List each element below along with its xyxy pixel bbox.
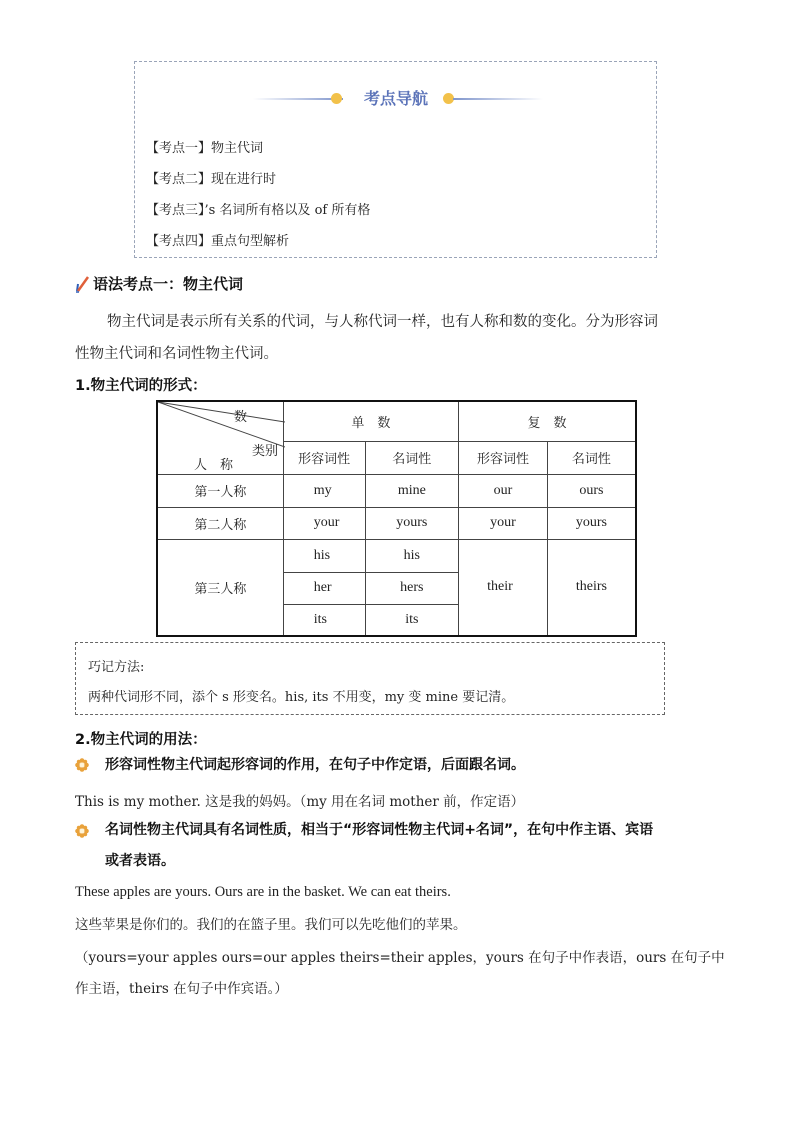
- bullet-2-text: [105, 815, 653, 877]
- table-corner-cell: [157, 401, 283, 474]
- nav-item-3[interactable]: 【考点三】’s 名词所有格以及 of 所有格: [146, 203, 371, 218]
- table-row-first-person: [157, 474, 636, 507]
- cell-ours: ours: [547, 474, 636, 507]
- row-label-third: 第三人称: [157, 539, 283, 636]
- possessive-pronoun-table: [156, 400, 637, 637]
- table-row-second-person: [157, 507, 636, 539]
- cell-his-adj: his: [283, 539, 365, 572]
- nav-dot-left-icon: [331, 93, 342, 104]
- header-adj-singular: 形容词性: [283, 441, 365, 474]
- cell-yours: yours: [365, 507, 459, 539]
- header-singular: 单 数: [283, 401, 458, 441]
- row-label-second: 第二人称: [157, 507, 283, 539]
- table-row-third-person: [157, 539, 636, 572]
- cell-my: my: [283, 474, 365, 507]
- header-adj-plural: 形容词性: [459, 441, 548, 474]
- example-1-text: This is my mother. 这是我的妈妈。（my 用在名词 mother 前，作定语）: [75, 794, 525, 810]
- cell-its-noun: its: [365, 604, 459, 636]
- corner-label-category: 类别: [252, 444, 279, 459]
- header-plural: 复 数: [459, 401, 636, 441]
- cell-his-noun: his: [365, 539, 459, 572]
- intro-line-2: 性物主代词和名词性物主代词。: [75, 346, 278, 362]
- corner-label-person: 人 称: [194, 458, 234, 473]
- example-2-note-line-2: 作主语，theirs 在句子中作宾语。）: [75, 981, 288, 997]
- usage-bullet-2: [75, 815, 653, 877]
- example-2-english: These apples are yours. Ours are in the basket. We can eat theirs.: [75, 884, 451, 900]
- section-title: 语法考点一：物主代词: [93, 275, 244, 293]
- cell-our: our: [459, 474, 548, 507]
- header-noun-singular: 名词性: [365, 441, 459, 474]
- flower-bullet-icon: [75, 824, 89, 838]
- nav-item-4[interactable]: 【考点四】重点句型解析: [146, 234, 290, 249]
- cell-yours-plural: yours: [547, 507, 636, 539]
- cell-theirs: theirs: [547, 539, 636, 636]
- cell-their: their: [459, 539, 548, 636]
- nav-title: 考点导航: [363, 89, 428, 108]
- subheading-forms: 1.物主代词的形式：: [75, 378, 207, 394]
- bullet-1-text: 形容词性物主代词起形容词的作用，在句子中作定语，后面跟名词。: [105, 757, 525, 773]
- header-noun-plural: 名词性: [547, 441, 636, 474]
- cell-your: your: [283, 507, 365, 539]
- nav-line-left: [253, 98, 343, 100]
- example-2-note-line-1: （yours=your apples ours=our apples theirs=their apples，yours 在句子中作表语，ours 在句子中: [75, 950, 725, 966]
- tip-text: 两种代词形不同，添个 s 形变名。his, its 不用变，my 变 mine 要记清。: [88, 690, 515, 705]
- topic-navigation-box: [134, 61, 657, 258]
- subheading-usage: 2.物主代词的用法：: [75, 732, 207, 748]
- row-label-first: 第一人称: [157, 474, 283, 507]
- cell-her: her: [283, 572, 365, 604]
- cell-hers: hers: [365, 572, 459, 604]
- example-2-chinese: 这些苹果是你们的。我们的在篮子里。我们可以先吃他们的苹果。: [75, 917, 467, 933]
- usage-bullet-1: [75, 755, 525, 775]
- nav-line-right: [453, 98, 543, 100]
- cell-your-plural: your: [459, 507, 548, 539]
- bullet-2-line-2: 或者表语。: [105, 853, 175, 869]
- nav-item-1[interactable]: 【考点一】物主代词: [146, 141, 264, 156]
- memory-tip-box: [75, 642, 665, 715]
- tip-title: 巧记方法:: [88, 660, 145, 675]
- section-header: [75, 273, 243, 294]
- bullet-2-line-1: 名词性物主代词具有名词性质，相当于“形容词性物主代词+名词”，在句中作主语、宾语: [105, 822, 654, 838]
- cell-its-adj: its: [283, 604, 365, 636]
- example-1: [75, 790, 524, 810]
- intro-line-1: 物主代词是表示所有关系的代词，与人称代词一样，也有人称和数的变化。分为形容词: [107, 314, 658, 330]
- pen-icon: [75, 275, 91, 293]
- corner-label-number: 数: [234, 410, 248, 425]
- cell-mine: mine: [365, 474, 459, 507]
- flower-bullet-icon: [75, 758, 89, 772]
- nav-title-decoration: [135, 84, 656, 114]
- nav-item-2[interactable]: 【考点二】现在进行时: [146, 172, 277, 187]
- intro-paragraph: [75, 306, 720, 370]
